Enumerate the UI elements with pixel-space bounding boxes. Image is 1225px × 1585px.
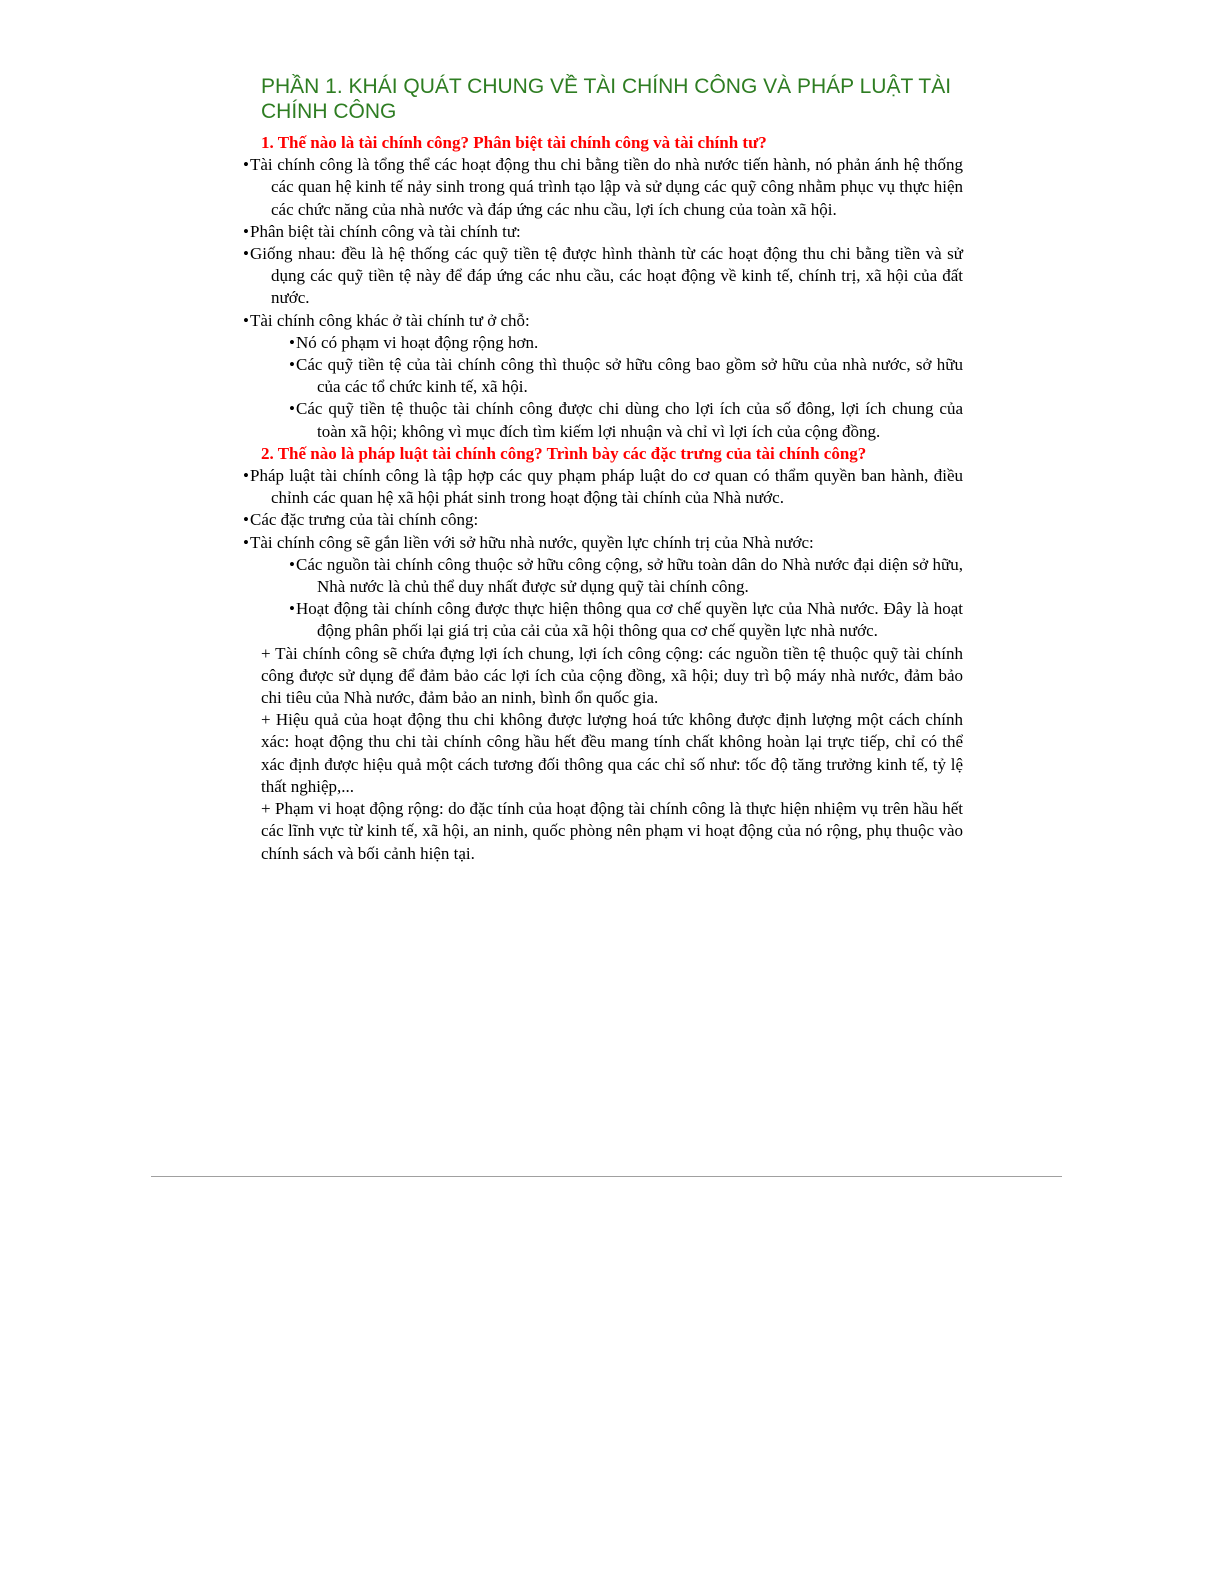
q1-sub-bullet-purpose: • Các quỹ tiền tệ thuộc tài chính công được chi dùng cho lợi ích của số đông, lợi ích chung của toàn xã hội; không vì mục đích tìm kiếm lợi nhuận và chỉ vì lợi ích của cộng đồng. [243,398,963,442]
question-2-heading: 2. Thế nào là pháp luật tài chính công? Trình bày các đặc trưng của tài chính công? [261,443,867,463]
section-title: PHẦN 1. KHÁI QUÁT CHUNG VỀ TÀI CHÍNH CÔNG VÀ PHÁP LUẬT TÀI CHÍNH CÔNG [261,75,952,123]
q2-sub-bullet-sources: • Các nguồn tài chính công thuộc sở hữu công cộng, sở hữu toàn dân do Nhà nước đại diện sở hữu, Nhà nước là chủ thể duy nhất được sử dụng quỹ tài chính công. [243,554,963,598]
q2-bullet-characteristics: • Các đặc trưng của tài chính công: [243,509,963,531]
page-separator-line [151,1176,1062,1177]
q1-bullet-differences: • Tài chính công khác ở tài chính tư ở chỗ: [243,310,963,332]
q2-sub-bullet-mechanism: • Hoạt động tài chính công được thực hiện thông qua cơ chế quyền lực của Nhà nước. Đây là hoạt động phân phối lại giá trị của cải của xã hội thông qua cơ chế quyền lực nhà nước. [243,598,963,642]
document-body [243,132,963,865]
q2-bullet-definition: • Pháp luật tài chính công là tập hợp các quy phạm pháp luật do cơ quan có thẩm quyền ban hành, điều chỉnh các quan hệ xã hội phát sinh trong hoạt động tài chính của Nhà nước. [243,465,963,509]
q2-plus-efficiency: + Hiệu quả của hoạt động thu chi không được lượng hoá tức không được định lượng một cách chính xác: hoạt động thu chi tài chính công hầu hết đều mang tính chất không hoàn lại trực tiếp, chỉ có thể xác định được hiệu quả một cách tương đối thông qua các chỉ số như: tốc độ tăng trưởng kinh tế, tỷ lệ thất nghiệp,... [261,710,963,796]
q2-bullet-state-ownership: • Tài chính công sẽ gắn liền với sở hữu nhà nước, quyền lực chính trị của Nhà nước: [243,532,963,554]
question-1-heading: 1. Thế nào là tài chính công? Phân biệt tài chính công và tài chính tư? [261,133,767,152]
q2-plus-common-interest: + Tài chính công sẽ chứa đựng lợi ích chung, lợi ích công cộng: các nguồn tiền tệ thuộc quỹ tài chính công được sử dụng để đảm bảo các lợi ích của cộng đồng, xã hội; duy trì bộ máy nhà nước, đảm bảo chi tiêu của Nhà nước, đảm bảo an ninh, bình ổn quốc gia. [261,643,963,708]
q1-bullet-definition: • Tài chính công là tổng thể các hoạt động thu chi bằng tiền do nhà nước tiến hành, nó phản ánh hệ thống các quan hệ kinh tế nảy sinh trong quá trình tạo lập và sử dụng các quỹ công nhằm phục vụ thực hiện các chức năng của nhà nước và đáp ứng các nhu cầu, lợi ích chung của toàn xã hội. [243,154,963,221]
q1-sub-bullet-scope: • Nó có phạm vi hoạt động rộng hơn. [243,332,963,354]
q1-bullet-distinguish: • Phân biệt tài chính công và tài chính tư: [243,221,963,243]
q1-bullet-similarities: • Giống nhau: đều là hệ thống các quỹ tiền tệ được hình thành từ các hoạt động thu chi bằng tiền và sử dụng các quỹ tiền tệ này để đáp ứng các nhu cầu, các hoạt động về kinh tế, chính trị, xã hội của đất nước. [243,243,963,310]
q2-plus-scope: + Phạm vi hoạt động rộng: do đặc tính của hoạt động tài chính công là thực hiện nhiệm vụ trên hầu hết các lĩnh vực từ kinh tế, xã hội, an ninh, quốc phòng nên phạm vi hoạt động của nó rộng, phụ thuộc vào chính sách và bối cảnh hiện tại. [261,799,963,863]
q1-sub-bullet-ownership: • Các quỹ tiền tệ của tài chính công thì thuộc sở hữu công bao gồm sở hữu của nhà nước, sở hữu của các tổ chức kinh tế, xã hội. [243,354,963,398]
